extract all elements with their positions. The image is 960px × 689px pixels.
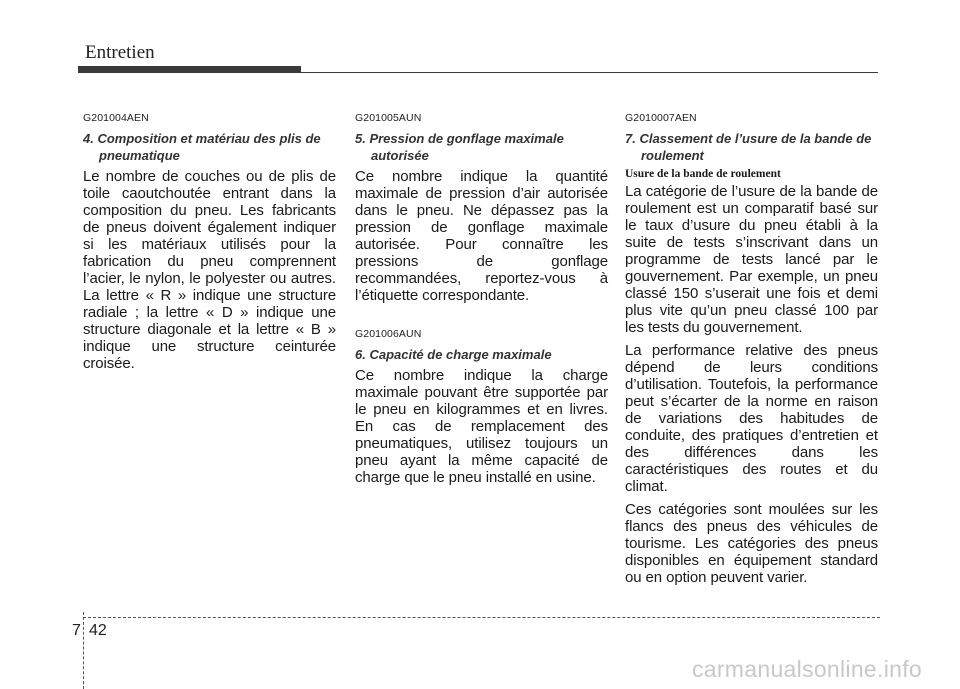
- section-subheading: Usure de la bande de roulement: [625, 168, 781, 180]
- column-1: [83, 112, 336, 378]
- column-2: [355, 112, 608, 492]
- body-paragraph: Ce nombre indique la charge maximale pouvant être supportée par le pneu en kilogrammes et en livres. En cas de remplacement des pneumatiques, utilisez toujours un pneu ayant la même capacité de charge que le pneu installé en usine.: [355, 367, 608, 486]
- body-paragraph: Le nombre de couches ou de plis de toile caoutchoutée entrant dans la composition du pneu. Les fabricants de pneus doivent également indiquer si les matériaux utilisés pour la fabrication du pneu comprennent l’acier, le nylon, le polyester ou autres. La lettre « R » indique une structure radiale ; la lettre « D » indique une structure diagonale et la lettre « B » indique une structure ceinturée croisée.: [83, 168, 336, 372]
- section-heading: 5. Pression de gonflage maximale autorisée: [355, 131, 564, 163]
- column-3: [625, 112, 878, 592]
- section-heading: 7. Classement de l’usure de la bande de roulement: [625, 131, 872, 163]
- body-paragraph: La performance relative des pneus dépend de leurs conditions d’utilisation. Toutefois, la performance peut s’écarter de la norme en raison de variations des habitudes de conduite, des pratiques d’entretien et des différences dans les caractéristiques des routes et du climat.: [625, 342, 878, 495]
- body-paragraph: Ces catégories sont moulées sur les flancs des pneus des véhicules de tourisme. Les catégories des pneus disponibles en équipement standard ou en option peuvent varier.: [625, 501, 878, 586]
- header-rule: [301, 72, 878, 73]
- section-code: G2010007AEN: [625, 112, 697, 124]
- section-code: G201006AUN: [355, 328, 422, 340]
- section-code: G201005AUN: [355, 112, 422, 124]
- header-bar: [78, 66, 301, 73]
- footer-divider-vertical: [83, 612, 84, 689]
- chapter-number: 7: [72, 622, 81, 639]
- page-number: 42: [89, 622, 107, 639]
- body-paragraph: La catégorie de l’usure de la bande de roulement est un comparatif basé sur le taux d’usure du pneu établi à la suite de tests s’inscrivant dans un programme de tests lancé par le gouvernement. Par exemple, un pneu classé 150 s’userait une fois et demi plus vite qu’un pneu classé 100 par les tests du gouvernement.: [625, 183, 878, 336]
- body-paragraph: Ce nombre indique la quantité maximale de pression d’air autorisée dans le pneu. Ne dépassez pas la pression de gonflage maximale autorisée. Pour connaître les pressions de gonflage recommandées, reportez-vous à l’étiquette correspondante.: [355, 168, 608, 304]
- footer-divider-horizontal: [83, 617, 880, 618]
- section-code: G201004AEN: [83, 112, 149, 124]
- watermark: carmanualsonline.info: [691, 656, 922, 682]
- section-heading: 4. Composition et matériau des plis de pneumatique: [83, 131, 321, 163]
- section-heading: 6. Capacité de charge maximale: [355, 347, 552, 362]
- page-title: Entretien: [85, 42, 155, 63]
